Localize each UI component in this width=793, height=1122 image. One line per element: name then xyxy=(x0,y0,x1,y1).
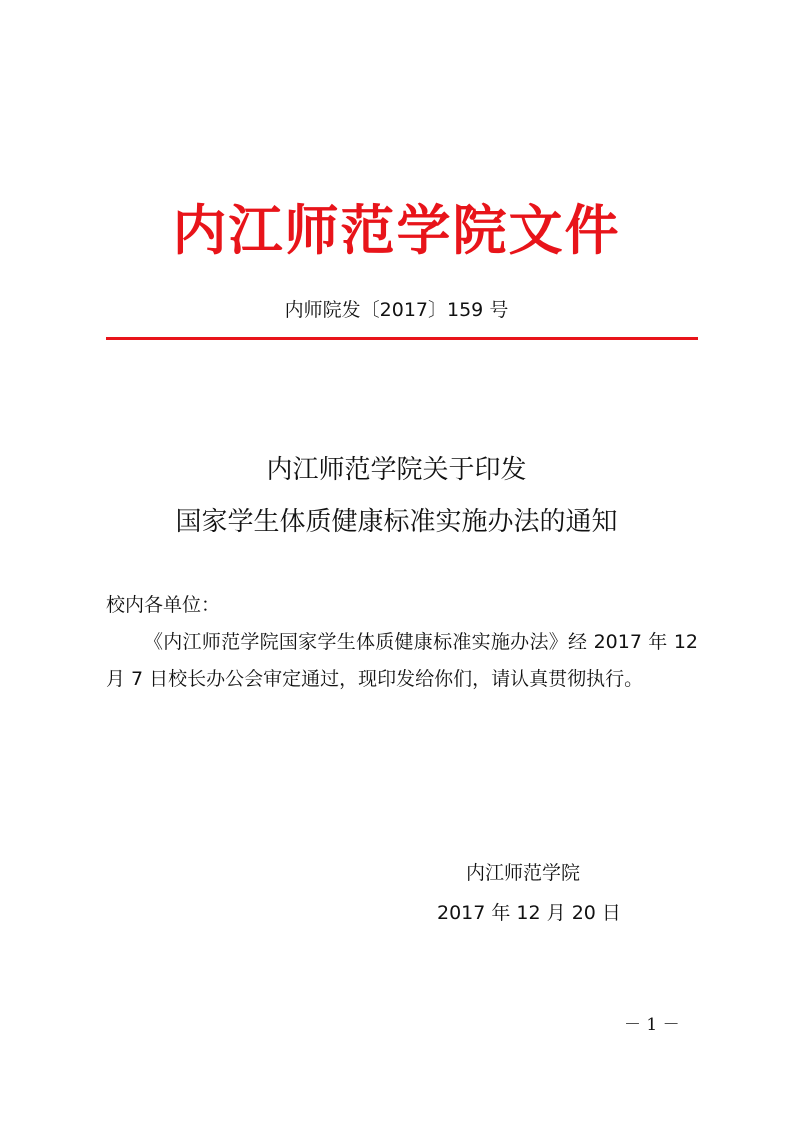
masthead-title: 内江师范学院文件 xyxy=(172,198,621,262)
signature-date: 2017 年 12 月 20 日 xyxy=(437,902,621,924)
salutation: 校内各单位： xyxy=(106,594,221,616)
body-paragraph: 《内江师范学院国家学生体质健康标准实施办法》经 2017 年 12 月 7 日校长办公会审定通过，现印发给你们，请认真贯彻执行。 xyxy=(106,631,698,690)
page-number: － 1 － xyxy=(624,1015,680,1035)
red-divider-rule xyxy=(106,337,698,340)
signature-organization: 内江师范学院 xyxy=(466,862,581,884)
notice-title-line-1: 内江师范学院关于印发 xyxy=(266,455,527,485)
document-number: 内师院发〔2017〕159 号 xyxy=(284,299,509,321)
notice-title-line-2: 国家学生体质健康标准实施办法的通知 xyxy=(175,507,618,537)
